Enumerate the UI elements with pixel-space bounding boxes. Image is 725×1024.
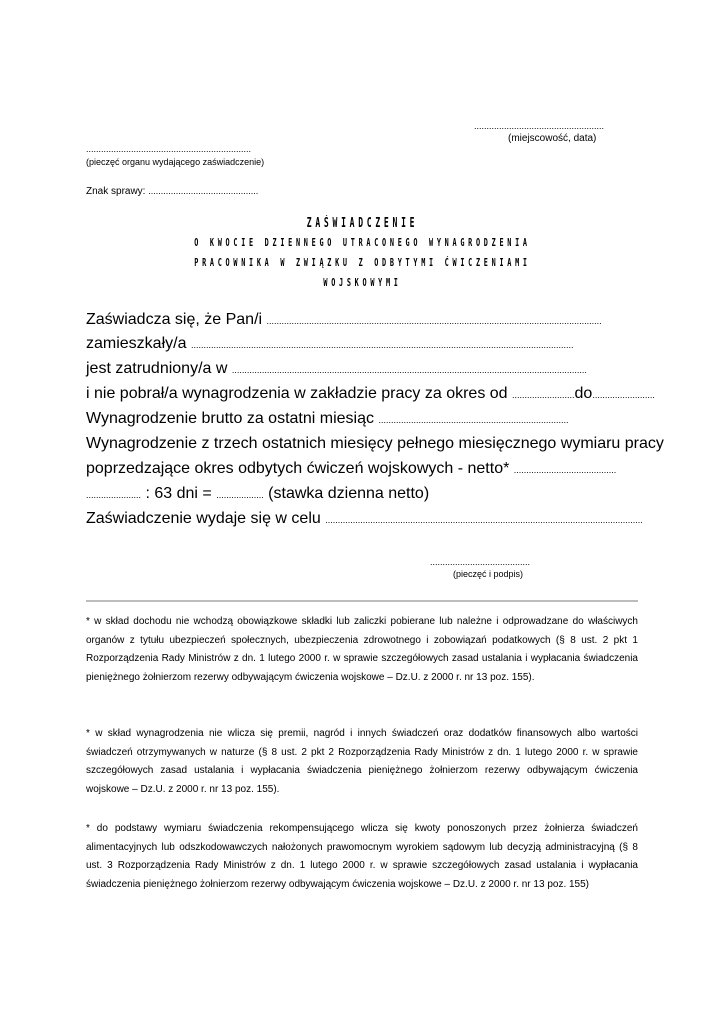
net-salary-text: poprzedzające okres odbytych ćwiczeń wojskowych - netto* <box>86 460 510 477</box>
case-number-dots: ............................................ <box>148 186 259 196</box>
net-salary-dots: ......................................... <box>513 465 617 475</box>
daily-rate-result-dots: ................... <box>216 490 264 500</box>
gross-salary-text: Wynagrodzenie brutto za ostatni miesiąc <box>86 410 374 427</box>
purpose-line <box>86 510 643 528</box>
issuer-stamp-dots: .................................................................. <box>86 144 252 154</box>
document-title: ZAŚWIADCZENIE <box>306 216 419 231</box>
footnote-1: * w skład dochodu nie wchodzą obowiązkowe składki lub zaliczki pobierane lub należne i odprowadzane do właściwych organów z tytułu ubezpieczeń społecznych, ubezpieczenia zdrowotnego i zobowiązań podatkowych (§ 8 ust. 2 pkt 1 Rozporządzenia Rady Ministrów z dn. 1 lutego 2000 r. w sprawie szczegółowych zasad ustalania i wypłacania świadczenia pieniężnego żołnierzom rezerwy odbywającym ćwiczenia wojskowe – Dz.U. z 2000 r. nr 13 poz. 155). <box>86 616 638 683</box>
period-text: i nie pobrał/a wynagrodzenia w zakładzie pracy za okres od <box>86 385 508 402</box>
certify-line <box>86 311 602 329</box>
gross-salary-line <box>86 410 569 428</box>
daily-rate-label: (stawka dzienna netto) <box>268 485 430 502</box>
net-salary-line <box>86 460 616 478</box>
employer-line <box>86 360 587 378</box>
footnotes-divider <box>86 600 638 602</box>
employer-text: jest zatrudniony/a w <box>86 360 228 377</box>
purpose-dots: ............................................................................................................................... <box>325 515 643 525</box>
place-date-dots: .................................................... <box>474 121 605 131</box>
period-to-label: do <box>574 385 593 402</box>
certify-dots: ...................................................................................................................................... <box>266 316 602 326</box>
residence-dots: ......................................................................................................................................................... <box>190 340 574 350</box>
footnote-2: * w skład wynagrodzenia nie wlicza się premii, nagród i innych świadczeń oraz dodatków finansowych albo wartości świadczeń otrzymywanych w naturze (§ 8 ust. 2 pkt 2 Rozporządzenia Rady Ministrów z dn. 1 lutego 2000 r. w sprawie szczegółowych zasad ustalania i wypłacania świadczenia pieniężnego żołnierzom rezerwy odbywającym ćwiczenia wojskowe – Dz.U. z 2000 r. nr 13 poz. 155). <box>86 728 638 795</box>
issuer-stamp-label: (pieczęć organu wydającego zaświadczenie) <box>86 157 265 167</box>
gross-salary-dots: ............................................................................ <box>378 415 569 425</box>
document-subtitle-line-2: PRACOWNIKA W ZWIĄZKU Z ODBYTYMI ĆWICZENIAMI <box>194 256 531 269</box>
period-from-dots: ......................... <box>512 390 575 400</box>
period-to-dots: ......................... <box>592 390 655 400</box>
employer-dots: .............................................................................................................................................. <box>231 365 587 375</box>
document-subtitle-line-3: WOJSKOWYMI <box>323 276 402 289</box>
footnote-3: * do podstawy wymiaru świadczenia rekompensującego wlicza się kwoty ponoszonych przez żołnierza świadczeń alimentacyjnych lub odszkodowawczych nałożonych prawomocnym wyrokiem sądowym lub decyzją administracyjną (§ 8 ust. 3 Rozporządzenia Rady Ministrów z dn. 1 lutego 2000 r. w sprawie szczegółowych zasad ustalania i wypłacania świadczenia pieniężnego żołnierzom rezerwy odbywającym ćwiczenia wojskowe – Dz.U. z 2000 r. nr 13 poz. 155) <box>86 823 638 890</box>
place-date-label: (miejscowość, data) <box>508 133 597 144</box>
daily-rate-amount-dots: ...................... <box>86 490 142 500</box>
purpose-text: Zaświadczenie wydaje się w celu <box>86 510 321 527</box>
case-number-label: Znak sprawy: <box>86 186 146 197</box>
signature-label: (pieczęć i podpis) <box>453 569 524 579</box>
residence-line <box>86 335 574 353</box>
document-subtitle-line-1: O KWOCIE DZIENNEGO UTRACONEGO WYNAGRODZENIA <box>194 236 531 249</box>
residence-text: zamieszkały/a <box>86 335 187 352</box>
signature-dots: ........................................ <box>430 557 531 567</box>
three-month-salary-line: Wynagrodzenie z trzech ostatnich miesięcy pełnego miesięcznego wymiaru pracy <box>86 435 664 452</box>
certify-text: Zaświadcza się, że Pan/i <box>86 311 263 328</box>
period-line <box>86 385 655 403</box>
daily-rate-line <box>86 485 429 503</box>
daily-rate-divisor: : 63 dni = <box>145 485 212 502</box>
case-number <box>86 186 258 197</box>
